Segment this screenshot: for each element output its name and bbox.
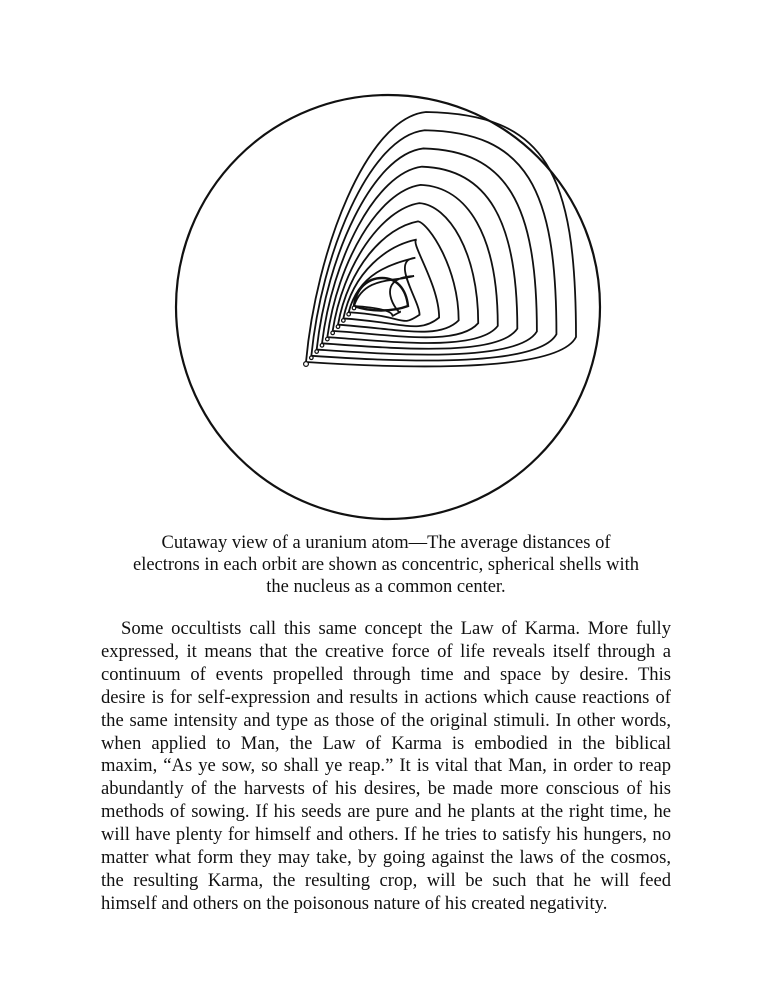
shell-endpoint-dot: [352, 306, 356, 310]
shell-endpoint-dot: [304, 362, 309, 367]
caption-line: electrons in each orbit are shown as concentric, spherical shells with: [132, 555, 639, 575]
paragraph-line: continuum of events propelled through time and space by desire. This: [101, 663, 671, 685]
atom-diagram: [172, 92, 604, 522]
shell-endpoint-dot: [326, 337, 330, 341]
caption-line: Cutaway view of a uranium atom—The average distances of: [161, 533, 611, 553]
electron-shell: [338, 221, 459, 331]
figure-caption: [100, 532, 672, 598]
paragraph-line: matter what form they may take, by going against the laws of the cosmos,: [101, 847, 671, 869]
paragraph-line: methods of sowing. If his seeds are pure and he plants at the right time, he: [101, 801, 671, 823]
paragraph-line: the resulting Karma, the resulting crop, will be such that he will feed: [101, 869, 671, 891]
shell-endpoint-dot: [315, 350, 319, 354]
shell-endpoint-dot: [320, 344, 324, 348]
paragraph-line: maxim, “As ye sow, so shall ye reap.” It is vital that Man, in order to reap: [101, 755, 671, 777]
electron-shell: [322, 167, 517, 349]
paragraph-line: when applied to Man, the Law of Karma is embodied in the biblical: [101, 732, 671, 754]
paragraph-line: the same intensity and type as those of the original stimuli. In other words,: [101, 709, 671, 731]
shell-endpoint-dot: [336, 325, 340, 329]
shell-endpoint-dot: [310, 356, 314, 360]
nucleus-core: [354, 278, 408, 311]
shell-endpoint-dot: [331, 331, 335, 335]
paragraph-line: himself and others on the poisonous nature of his created negativity.: [101, 892, 608, 914]
paragraph-line: will have plenty for himself and others. If he tries to satisfy his hungers, no: [101, 824, 671, 846]
caption-line: the nucleus as a common center.: [266, 577, 506, 597]
shell-endpoint-dot: [347, 312, 351, 316]
electron-shells: [306, 112, 576, 366]
atom-cutaway-drawing: [172, 92, 604, 522]
paragraph-line: Some occultists call this same concept the Law of Karma. More fully: [121, 618, 671, 639]
paragraph-line: abundantly of the harvests of his desires, be made more conscious of his: [101, 778, 671, 800]
body-paragraph: [101, 618, 671, 916]
paragraph-line: expressed, it means that the creative force of life reveals itself through a: [101, 640, 671, 662]
shell-endpoint-dot: [342, 319, 346, 323]
paragraph-line: desire is for self-expression and results in actions which cause reactions of: [101, 686, 671, 708]
